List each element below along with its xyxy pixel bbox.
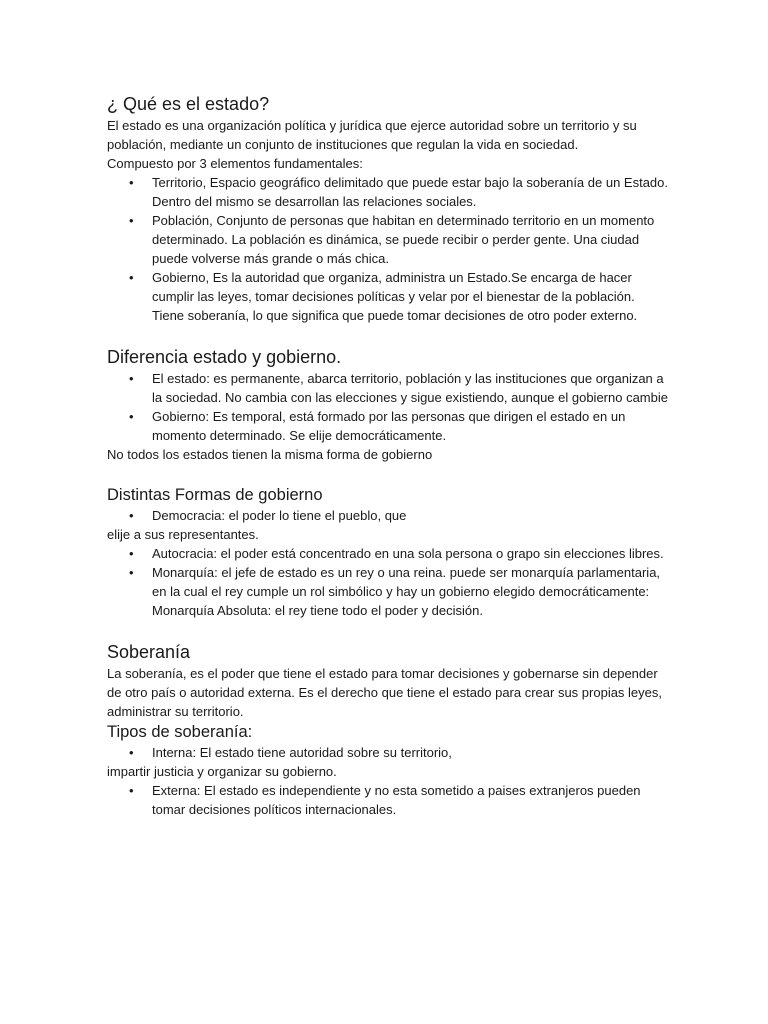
list-tipos-a [107,743,668,762]
list-item [107,743,668,762]
paragraph-interna-cont: impartir justicia y organizar su gobierno. [107,764,337,779]
bullet-icon: • [129,371,134,386]
list-item-text: Autocracia: el poder está concentrado en una sola persona o grapo sin elecciones libres. [152,546,664,561]
list-item-text: Externa: El estado es independiente y no esta sometido a paises extranjeros pueden tomar decisiones políticos internacionales. [152,783,641,817]
list-diferencia [107,369,668,445]
list-formas-a [107,506,668,525]
list-item [107,563,668,620]
paragraph-soberania-definicion: La soberanía, es el poder que tiene el estado para tomar decisiones y gobernarse sin depender de otro país o autoridad externa. Es el derecho que tiene el estado para crear sus propias leyes, administrar su territorio. [107,666,663,719]
list-tipos-b [107,781,668,819]
list-item-text: Gobierno: Es temporal, está formado por las personas que dirigen el estado en un momento determinado. Se elije democráticamente. [152,409,626,443]
bullet-icon: • [129,508,134,523]
section-diferencia [107,345,668,464]
list-elementos [107,173,668,325]
list-item [107,369,668,407]
bullet-icon: • [129,783,134,798]
paragraph-nota-gobierno: No todos los estados tienen la misma forma de gobierno [107,447,433,462]
list-item [107,173,668,211]
bullet-icon: • [129,175,134,190]
section-soberania [107,640,668,819]
list-item [107,506,668,525]
heading-que-es-el-estado: ¿ Qué es el estado? [107,94,270,114]
list-item-text: Monarquía: el jefe de estado es un rey o una reina. puede ser monarquía parlamentaria, en la cual el rey cumple un rol simbólico y hay un gobierno elegido democráticamente: Monarquía Absoluta: el rey tiene todo el poder y decisión. [152,565,661,618]
section-formas-de-gobierno [107,484,668,620]
bullet-icon: • [129,409,134,424]
heading-formas-de-gobierno: Distintas Formas de gobierno [107,486,323,504]
list-item-text: Interna: El estado tiene autoridad sobre su territorio, [152,745,452,760]
list-item [107,781,668,819]
bullet-icon: • [129,546,134,561]
list-item-text: El estado: es permanente, abarca territorio, población y las instituciones que organizan a la sociedad. No cambia con las elecciones y sigue existiendo, aunque el gobierno cambie [152,371,668,405]
list-item [107,211,668,268]
bullet-icon: • [129,565,134,580]
list-item-text: Democracia: el poder lo tiene el pueblo, que [152,508,407,523]
paragraph-democracia-cont: elije a sus representantes. [107,527,259,542]
list-item-text: Territorio, Espacio geográfico delimitado que puede estar bajo la soberanía de un Estado. Dentro del mismo se desarrollan las relaciones sociales. [152,175,668,209]
list-item-text: Gobierno, Es la autoridad que organiza, administra un Estado.Se encarga de hacer cumplir las leyes, tomar decisiones políticas y velar por el bienestar de la población. Tiene soberanía, lo que significa que puede tomar decisiones de otro poder externo. [152,270,638,323]
list-formas-b [107,544,668,620]
bullet-icon: • [129,270,134,285]
section-que-es-el-estado [107,92,668,325]
list-item [107,544,668,563]
bullet-icon: • [129,745,134,760]
list-item [107,407,668,445]
list-item [107,268,668,325]
heading-tipos-de-soberania: Tipos de soberanía: [107,723,253,741]
paragraph-estado-definicion: El estado es una organización política y jurídica que ejerce autoridad sobre un territorio y su población, mediante un conjunto de instituciones que regulan la vida en sociedad. [107,118,637,152]
list-item-text: Población, Conjunto de personas que habitan en determinado territorio en un momento determinado. La población es dinámica, se puede recibir o perder gente. Una ciudad puede volverse más grande o más chica. [152,213,655,266]
bullet-icon: • [129,213,134,228]
heading-soberania: Soberanía [107,642,191,662]
heading-diferencia: Diferencia estado y gobierno. [107,347,342,367]
paragraph-elementos-lead: Compuesto por 3 elementos fundamentales: [107,156,363,171]
